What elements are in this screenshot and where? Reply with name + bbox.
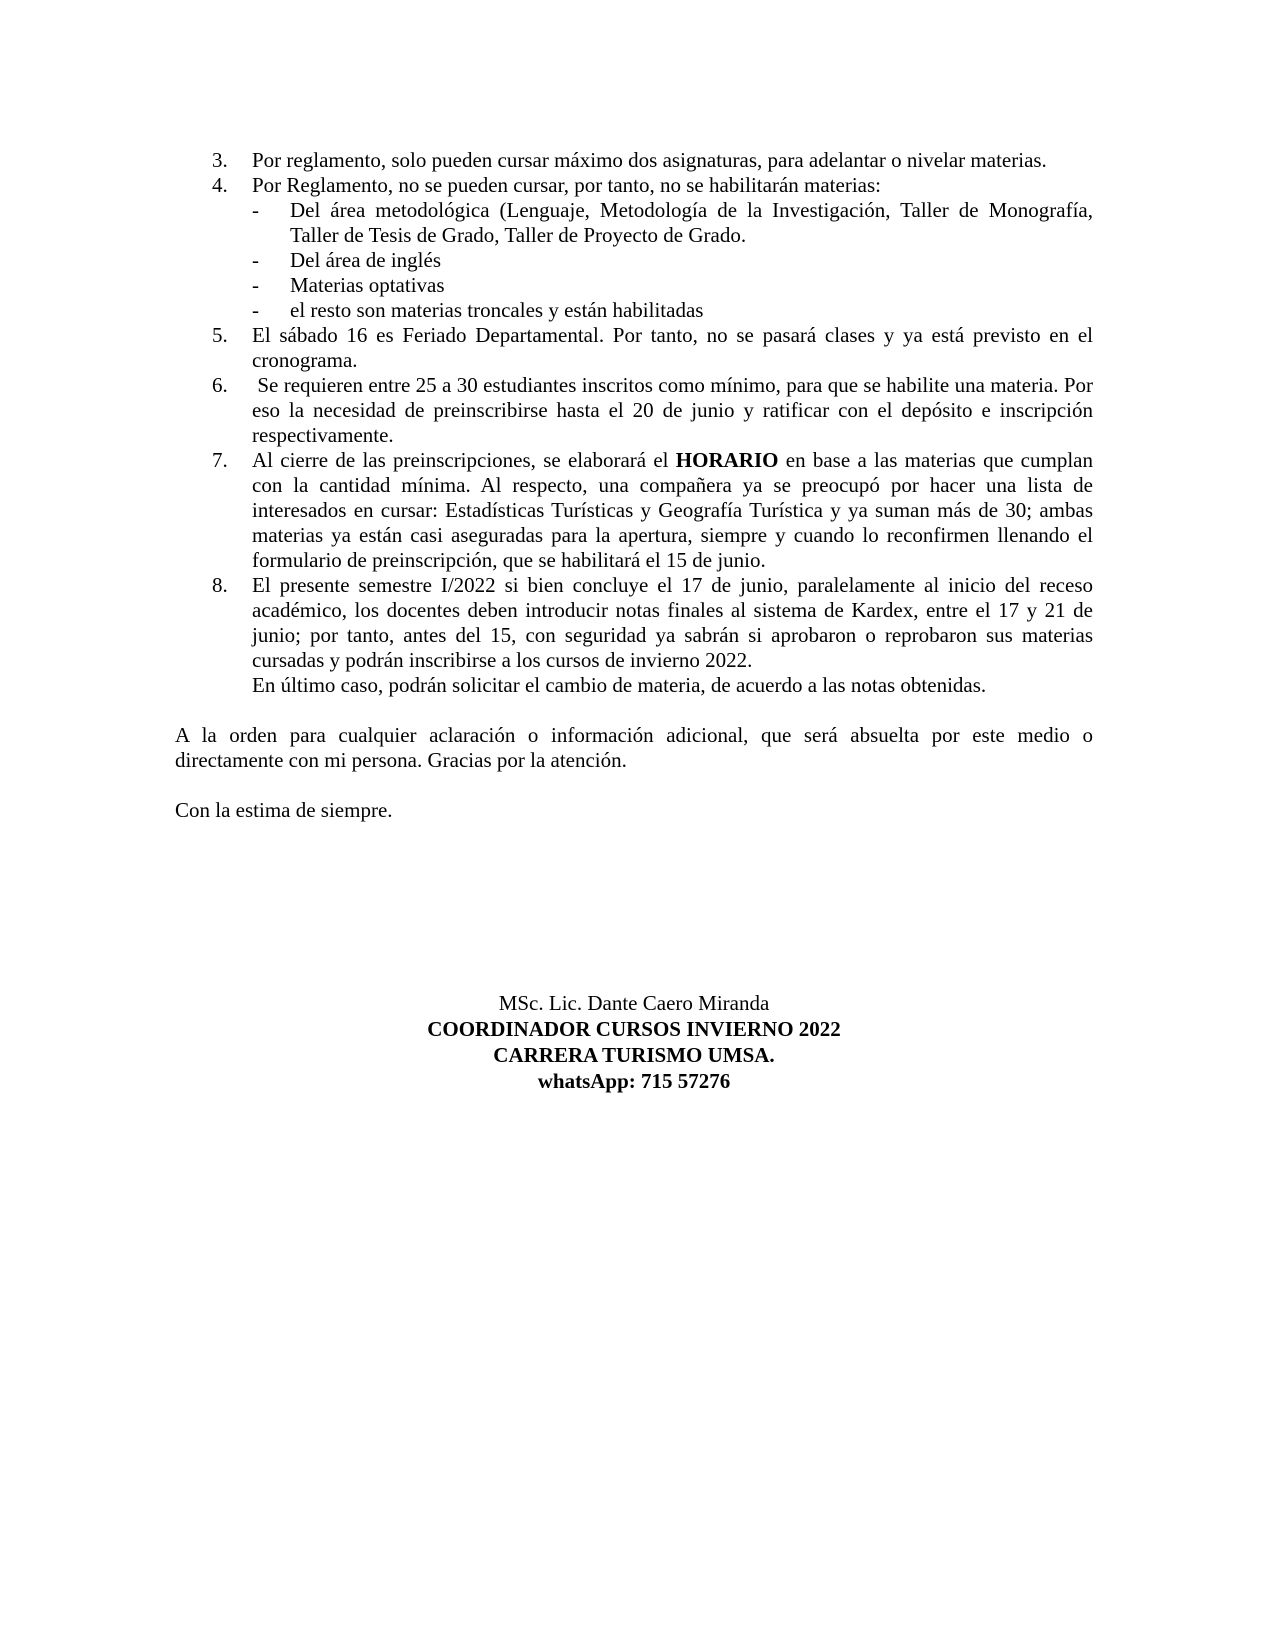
- list-number: 5.: [212, 323, 228, 347]
- sub-list-text: Del área metodológica (Lenguaje, Metodología de la Investigación, Taller de Monografía, Taller de Tesis de Grado, Taller de Proyecto de Grado.: [290, 198, 1093, 247]
- sub-list-text: el resto son materias troncales y están habilitadas: [290, 298, 704, 322]
- list-item-text-before: Al cierre de las preinscripciones, se elaborará el: [252, 448, 676, 472]
- document-body: [175, 148, 1099, 823]
- signer-department: CARRERA TURISMO UMSA.: [493, 1043, 775, 1067]
- dash-bullet: -: [252, 273, 259, 297]
- sub-list-item: [252, 248, 1093, 273]
- list-number: 7.: [212, 448, 228, 472]
- list-item-3: [175, 148, 1093, 173]
- list-item-7: [175, 448, 1099, 573]
- list-item-text: El presente semestre I/2022 si bien concluye el 17 de junio, paralelamente al inicio del receso académico, los docentes deben introducir notas finales al sistema de Kardex, entre el 17 y 21 de junio; por tanto, antes del 15, con seguridad ya sabrán si aprobaron o reprobaron sus materias cursadas y podrán inscribirse a los cursos de invierno 2022.: [252, 573, 1093, 672]
- list-item-8: [175, 573, 1093, 698]
- closing-paragraph: A la orden para cualquier aclaración o información adicional, que será absuelta por este medio o directamente con mi persona. Gracias por la atención.: [175, 723, 1093, 772]
- list-item-text: Se requieren entre 25 a 30 estudiantes inscritos como mínimo, para que se habilite una materia. Por eso la necesidad de preinscribirse hasta el 20 de junio y ratificar con el depósito e inscripción respectivamente.: [252, 373, 1099, 447]
- dash-bullet: -: [252, 198, 259, 222]
- horario-emphasis: HORARIO: [675, 448, 779, 472]
- sub-list-item: [252, 298, 1093, 323]
- numbered-list: [175, 148, 1099, 698]
- signature-block: [175, 990, 1093, 1094]
- list-item-text: Por reglamento, solo pueden cursar máximo dos asignaturas, para adelantar o nivelar materias.: [252, 148, 1047, 172]
- list-item-text: El sábado 16 es Feriado Departamental. Por tanto, no se pasará clases y ya está previsto en el cronograma.: [252, 323, 1093, 372]
- dash-bullet: -: [252, 248, 259, 272]
- list-number: 6.: [212, 373, 228, 397]
- regards-line: Con la estima de siempre.: [175, 798, 393, 822]
- list-number: 4.: [212, 173, 228, 197]
- list-item-text: Por Reglamento, no se pueden cursar, por tanto, no se habilitarán materias:: [252, 173, 881, 197]
- sub-list-text: Del área de inglés: [290, 248, 442, 272]
- sub-list-text: Materias optativas: [290, 273, 445, 297]
- sub-list: [252, 198, 1093, 323]
- list-item-note: En último caso, podrán solicitar el cambio de materia, de acuerdo a las notas obtenidas.: [252, 673, 987, 697]
- dash-bullet: -: [252, 298, 259, 322]
- list-item-text-after: en base a las materias que cumplan con la cantidad mínima. Al respecto, una compañera ya se preocupó por hacer una lista de interesados en cursar: Estadísticas Turísticas y Geografía Turística y ya suman más de 30; ambas materias ya están casi aseguradas para la apertura, siempre y cuando lo reconfirmen llenando el formulario de preinscripción, que se habilitará el 15 de junio.: [252, 448, 1099, 572]
- signer-contact: whatsApp: 715 57276: [537, 1069, 731, 1093]
- signer-role: COORDINADOR CURSOS INVIERNO 2022: [427, 1017, 841, 1041]
- list-number: 3.: [212, 148, 228, 172]
- list-number: 8.: [212, 573, 228, 597]
- list-item-6: [175, 373, 1099, 448]
- list-item-5: [175, 323, 1093, 373]
- sub-list-item: [252, 198, 1093, 248]
- signer-name: MSc. Lic. Dante Caero Miranda: [498, 991, 770, 1015]
- list-item-4: [175, 173, 1093, 323]
- sub-list-item: [252, 273, 1093, 298]
